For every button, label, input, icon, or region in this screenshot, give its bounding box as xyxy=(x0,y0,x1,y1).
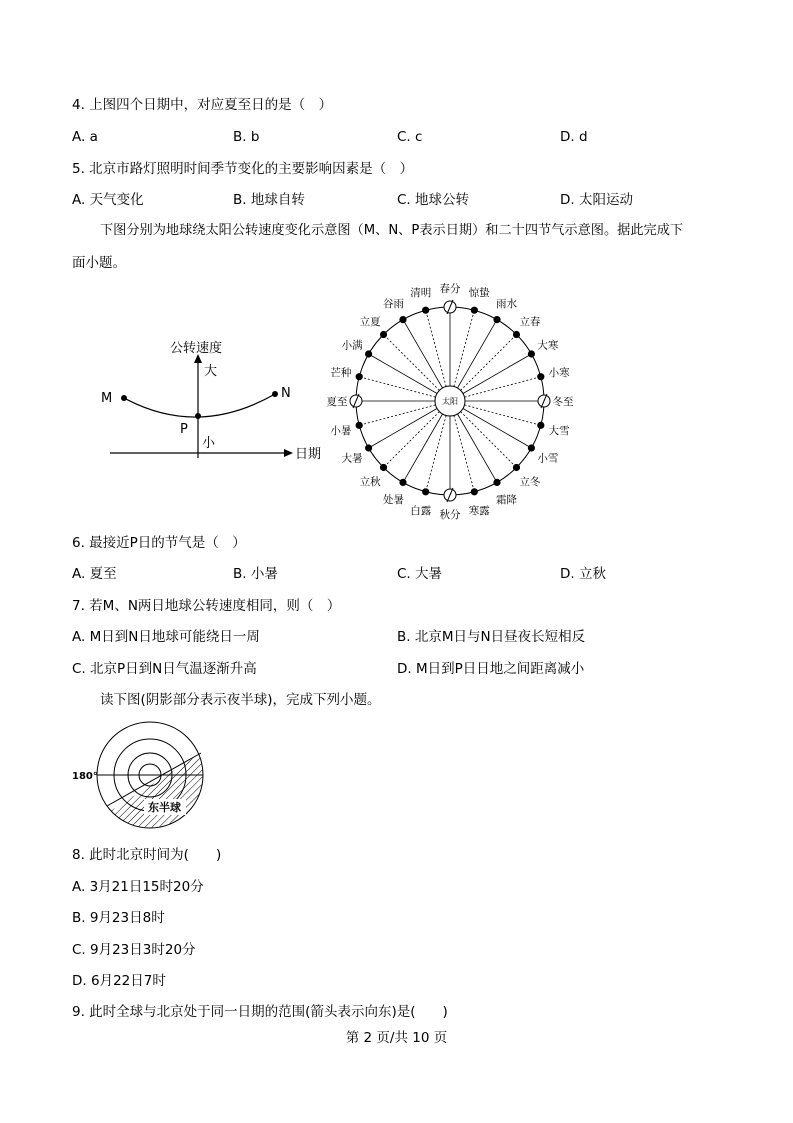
solar-terms-figure xyxy=(315,283,595,523)
term-spoke xyxy=(454,310,474,386)
q8-option-a: A. 3月21日15时20分 xyxy=(72,879,204,895)
earth-marker-dot xyxy=(422,307,429,314)
term-spoke xyxy=(463,409,531,449)
q8-option-d: D. 6月22日7时 xyxy=(72,973,166,989)
term-spoke xyxy=(403,414,443,482)
earth-marker-dot xyxy=(493,479,500,486)
earth-marker-dot xyxy=(528,350,535,357)
q4-option-c: C. c xyxy=(397,129,423,145)
solar-term-label: 霜降 xyxy=(496,493,517,506)
x-axis-label: 日期 xyxy=(295,447,322,462)
q4-option-a: A. a xyxy=(72,129,98,145)
q4-option-b: B. b xyxy=(233,129,260,145)
solar-term-label: 大暑 xyxy=(341,452,363,465)
term-spoke xyxy=(359,377,435,397)
term-spoke xyxy=(426,310,446,386)
term-spoke xyxy=(369,354,437,394)
x-axis-arrow xyxy=(284,449,293,457)
solar-term-label: 芒种 xyxy=(330,366,352,379)
earth-marker-dot xyxy=(365,350,372,357)
polar-view-figure xyxy=(70,718,215,833)
earth-marker-dot xyxy=(422,488,429,495)
solar-term-label: 立夏 xyxy=(359,316,381,329)
earth-marker-dot xyxy=(380,464,387,471)
sun-label: 太阳 xyxy=(442,397,458,406)
q5-option-b: B. 地球自转 xyxy=(233,192,305,208)
earth-marker-dot xyxy=(513,464,520,471)
q7-option-c: C. 北京P日到N日气温逐渐升高 xyxy=(72,661,257,677)
q7-option-a: A. M日到N日地球可能绕日一周 xyxy=(72,629,260,645)
term-spoke xyxy=(384,335,440,391)
small-label: 小 xyxy=(202,436,216,451)
earth-marker-dot xyxy=(471,307,478,314)
solar-term-label: 谷雨 xyxy=(383,298,404,311)
point-m-label: M xyxy=(101,391,113,406)
term-spoke xyxy=(359,405,435,425)
solar-term-label: 大寒 xyxy=(537,339,559,352)
q6-option-b: B. 小暑 xyxy=(233,566,278,582)
q7-option-b: B. 北京M日与N日昼夜长短相反 xyxy=(397,629,586,645)
solar-term-label: 白露 xyxy=(410,505,432,518)
question-9-stem: 9. 此时全球与北京处于同一日期的范围(箭头表示向东)是( ) xyxy=(72,1004,448,1020)
question-6-stem: 6. 最接近P日的节气是（ ） xyxy=(72,535,246,551)
east-hemisphere-label: 东半球 xyxy=(148,801,181,814)
q7-option-d: D. M日到P日日地之间距离减小 xyxy=(397,661,585,677)
earth-marker-dot xyxy=(537,373,544,380)
term-spoke xyxy=(403,320,443,388)
term-spoke xyxy=(458,320,498,388)
earth-marker-dot xyxy=(493,316,500,323)
solar-term-label: 冬至 xyxy=(552,396,574,408)
question-4-stem: 4. 上图四个日期中，对应夏至日的是（ ） xyxy=(72,97,333,113)
solar-term-label: 小暑 xyxy=(330,425,352,438)
term-spoke xyxy=(463,354,531,394)
q8-option-c: C. 9月23日3时20分 xyxy=(72,942,196,958)
q5-option-d: D. 太阳运动 xyxy=(560,192,633,208)
solar-term-label: 惊蛰 xyxy=(468,286,490,299)
term-spoke xyxy=(464,405,540,425)
solar-term-label: 雨水 xyxy=(496,298,517,311)
earth-marker-dot xyxy=(513,331,520,338)
big-label: 大 xyxy=(204,364,218,379)
term-spoke xyxy=(384,412,440,468)
earth-marker-dot xyxy=(356,422,363,429)
solar-term-label: 小寒 xyxy=(548,366,570,379)
term-spoke xyxy=(426,415,446,491)
solar-term-label: 大雪 xyxy=(548,425,570,438)
solar-term-label: 小雪 xyxy=(537,452,559,465)
y-axis-label: 公转速度 xyxy=(170,341,223,356)
question-8-stem: 8. 此时北京时间为( ) xyxy=(72,847,222,863)
q6-option-a: A. 夏至 xyxy=(72,566,117,582)
solar-term-label: 处暑 xyxy=(383,493,404,506)
q5-option-a: A. 天气变化 xyxy=(72,192,144,208)
question-5-stem: 5. 北京市路灯照明时间季节变化的主要影响因素是（ ） xyxy=(72,161,414,177)
q8-option-b: B. 9月23日8时 xyxy=(72,910,165,926)
term-spoke xyxy=(369,409,437,449)
point-m-dot xyxy=(121,395,127,401)
term-spoke xyxy=(461,412,517,468)
point-p-dot xyxy=(195,413,201,419)
term-spoke xyxy=(454,415,474,491)
longitude-180-label: 180° xyxy=(72,771,98,782)
earth-marker-dot xyxy=(399,316,406,323)
page-footer: 第 2 页/共 10 页 xyxy=(345,1030,448,1046)
solar-term-label: 夏至 xyxy=(326,396,348,408)
solar-term-label: 立冬 xyxy=(519,475,541,488)
intro-paragraph-2: 读下图(阴影部分表示夜半球)，完成下列小题。 xyxy=(100,692,381,708)
q4-option-d: D. d xyxy=(560,129,588,145)
term-spoke xyxy=(464,377,540,397)
term-spoke xyxy=(461,335,517,391)
earth-marker-dot xyxy=(399,479,406,486)
q6-option-d: D. 立秋 xyxy=(560,566,606,582)
earth-marker-dot xyxy=(528,444,535,451)
intro-paragraph-line-2: 面小题。 xyxy=(72,255,126,271)
earth-marker-dot xyxy=(380,331,387,338)
term-spoke xyxy=(458,414,498,482)
earth-marker-dot xyxy=(365,444,372,451)
solar-term-label: 清明 xyxy=(410,286,432,299)
earth-marker-dot xyxy=(471,488,478,495)
solar-term-label: 立秋 xyxy=(359,475,381,488)
solar-term-label: 春分 xyxy=(439,283,461,295)
q5-option-c: C. 地球公转 xyxy=(397,192,470,208)
solar-term-label: 秋分 xyxy=(439,509,461,521)
earth-marker-dot xyxy=(356,373,363,380)
point-n-label: N xyxy=(281,386,291,401)
point-p-label: P xyxy=(180,422,188,437)
q6-option-c: C. 大暑 xyxy=(397,566,443,582)
orbital-speed-figure xyxy=(95,330,335,470)
question-7-stem: 7. 若M、N两日地球公转速度相同，则（ ） xyxy=(72,598,341,614)
solar-term-label: 立春 xyxy=(519,316,541,329)
solar-term-label: 寒露 xyxy=(468,505,490,518)
solar-term-label: 小满 xyxy=(341,339,363,352)
earth-marker-dot xyxy=(537,422,544,429)
point-n-dot xyxy=(272,391,278,397)
intro-paragraph-line-1: 下图分别为地球绕太阳公转速度变化示意图（M、N、P表示日期）和二十四节气示意图。据此完成下 xyxy=(100,223,684,238)
